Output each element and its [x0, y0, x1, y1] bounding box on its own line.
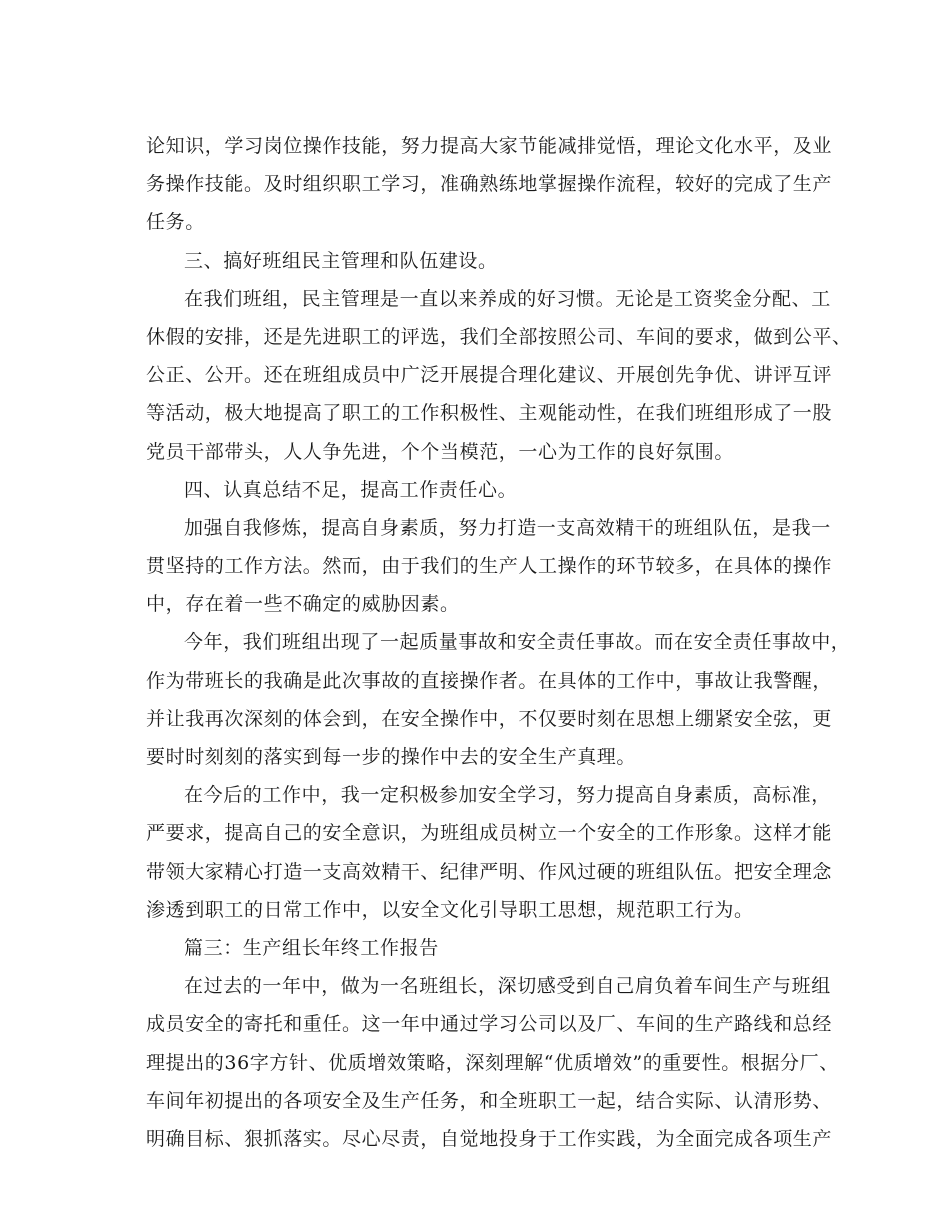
- text-line: 渗透到职工的日常工作中，以安全文化引导职工思想，规范职工行为。: [146, 898, 754, 921]
- text-line: 并让我再次深刻的体会到，在安全操作中，不仅要时刻在思想上绷紧安全弦，更: [146, 707, 833, 730]
- section-heading: 三、搞好班组民主管理和队伍建设。: [184, 249, 498, 272]
- section-heading: 篇三：生产组长年终工作报告: [184, 936, 439, 959]
- text-line: 作为带班长的我确是此次事故的直接操作者。在具体的工作中，事故让我警醒，: [146, 669, 833, 692]
- text-line: 务操作技能。及时组织职工学习，准确熟练地掌握操作流程，较好的完成了生产: [146, 173, 833, 196]
- text-line: 今年，我们班组出现了一起质量事故和安全责任事故。而在安全责任事故中，: [184, 631, 851, 654]
- text-line: 休假的安排，还是先进职工的评选，我们全部按照公司、车间的要求，做到公平、: [146, 325, 852, 348]
- text-line: 理提出的36字方针、优质增效策略，深刻理解“优质增效”的重要性。根据分厂、: [146, 1051, 839, 1074]
- text-line: 党员干部带头，人人争先进，个个当模范，一心为工作的良好氛围。: [146, 440, 735, 463]
- text-line: 贯坚持的工作方法。然而，由于我们的生产人工操作的环节较多，在具体的操作: [146, 555, 833, 578]
- text-line: 加强自我修炼，提高自身素质，努力打造一支高效精干的班组队伍，是我一: [184, 516, 831, 539]
- text-line: 等活动，极大地提高了职工的工作积极性、主观能动性，在我们班组形成了一股: [146, 402, 833, 425]
- text-line: 成员安全的寄托和重任。这一年中通过学习公司以及厂、车间的生产路线和总经: [146, 1013, 833, 1036]
- text-line: 公正、公开。还在班组成员中广泛开展提合理化建议、开展创先争优、讲评互评: [146, 364, 833, 387]
- text-line: 明确目标、狠抓落实。尽心尽责，自觉地投身于工作实践，为全面完成各项生产: [146, 1127, 833, 1150]
- text-line: 在我们班组，民主管理是一直以来养成的好习惯。无论是工资奖金分配、工: [184, 287, 831, 310]
- text-line: 在今后的工作中，我一定积极参加安全学习，努力提高自身素质，高标准，: [184, 784, 831, 807]
- text-line: 在过去的一年中，做为一名班组长，深切感受到自己肩负着车间生产与班组: [184, 975, 831, 998]
- text-line: 中，存在着一些不确定的威胁因素。: [146, 593, 460, 616]
- text-line: 严要求，提高自己的安全意识，为班组成员树立一个安全的工作形象。这样才能: [146, 822, 833, 845]
- text-line: 车间年初提出的各项安全及生产任务，和全班职工一起，结合实际、认清形势、: [146, 1089, 833, 1112]
- text-line: 任务。: [146, 211, 205, 234]
- text-line: 带领大家精心打造一支高效精干、纪律严明、作风过硬的班组队伍。把安全理念: [146, 860, 833, 883]
- document-body: [146, 127, 852, 1158]
- text-line: 论知识，学习岗位操作技能，努力提高大家节能减排觉悟，理论文化水平，及业: [146, 135, 833, 157]
- text-line: 要时时刻刻的落实到每一步的操作中去的安全生产真理。: [146, 746, 637, 768]
- section-heading: 四、认真总结不足，提高工作责任心。: [184, 478, 518, 501]
